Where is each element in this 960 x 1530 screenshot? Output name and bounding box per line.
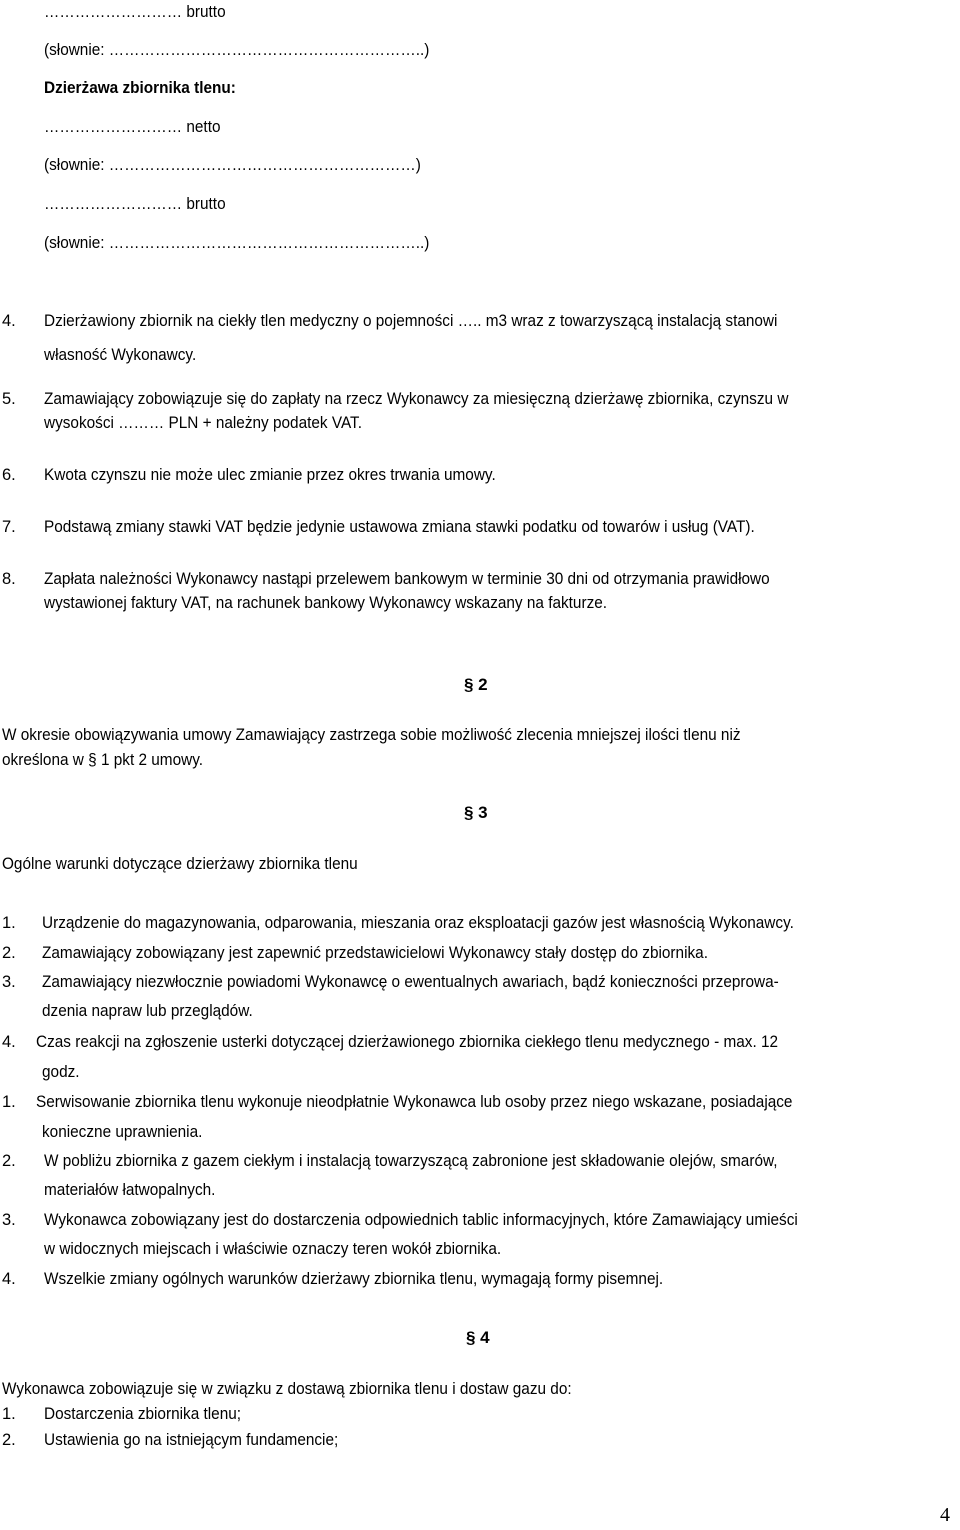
item-text-cont: wystawionej faktury VAT, na rachunek bankowy Wykonawcy wskazany na fakturze.: [44, 594, 608, 612]
slownie-line-3: (słownie: ……………………………………………………..): [44, 234, 430, 252]
obligation-number: 1.: [2, 1405, 16, 1423]
section-3-intro: Ogólne warunki dotyczące dzierżawy zbiornika tlenu: [2, 855, 358, 873]
condition-text: Wykonawca zobowiązany jest do dostarczenia odpowiednich tablic informacyjnych, które Zamawiający umieści: [44, 1211, 798, 1229]
condition-number: 3.: [2, 973, 16, 991]
lease-heading: Dzierżawa zbiornika tlenu:: [44, 79, 236, 97]
item-text-cont: własność Wykonawcy.: [44, 346, 197, 364]
item-text: Podstawą zmiany stawki VAT będzie jedynie ustawowa zmiana stawki podatku od towarów i usług (VAT).: [44, 518, 755, 536]
condition-text: W pobliżu zbiornika z gazem ciekłym i instalacją towarzyszącą zabronione jest składowanie olejów, smarów,: [44, 1152, 778, 1170]
condition-text: Zamawiający zobowiązany jest zapewnić przedstawicielowi Wykonawcy stały dostęp do zbiornika.: [42, 944, 708, 962]
condition-text: Zamawiający niezwłocznie powiadomi Wykonawcę o ewentualnych awariach, bądź konieczności przeprowa-: [42, 973, 779, 991]
condition-number: 1.: [2, 914, 16, 932]
item-text: Kwota czynszu nie może ulec zmianie przez okres trwania umowy.: [44, 466, 496, 484]
item-number: 6.: [2, 466, 16, 484]
item-text: Dzierżawiony zbiornik na ciekły tlen medyczny o pojemności ….. m3 wraz z towarzyszącą instalacją stanowi: [44, 312, 778, 330]
condition-number: 4.: [2, 1270, 16, 1288]
item-number: 5.: [2, 390, 16, 408]
condition-text-cont: godz.: [42, 1063, 80, 1081]
page-number: 4: [940, 1504, 950, 1526]
item-number: 7.: [2, 518, 16, 536]
condition-text: Serwisowanie zbiornika tlenu wykonuje nieodpłatnie Wykonawca lub osoby przez niego wskazane, posiadające: [36, 1093, 793, 1111]
condition-number: 2.: [2, 944, 16, 962]
slownie-line-1: (słownie: ……………………………………………………..): [44, 41, 430, 59]
condition-text-cont: materiałów łatwopalnych.: [44, 1181, 216, 1199]
section-4-title: § 4: [466, 1328, 490, 1347]
brutto-line-2: ……………………… brutto: [44, 195, 226, 213]
item-number: 4.: [2, 312, 16, 330]
condition-number: 3.: [2, 1211, 16, 1229]
condition-number: 2.: [2, 1152, 16, 1170]
obligation-number: 2.: [2, 1431, 16, 1449]
item-number: 8.: [2, 570, 16, 588]
item-text: Zamawiający zobowiązuje się do zapłaty na rzecz Wykonawcy za miesięczną dzierżawę zbiornika, czynszu w: [44, 390, 789, 408]
section-2-paragraph: W okresie obowiązywania umowy Zamawiający zastrzega sobie możliwość zlecenia mniejszej ilości tlenu niż: [2, 726, 741, 744]
section-4-intro: Wykonawca zobowiązuje się w związku z dostawą zbiornika tlenu i dostaw gazu do:: [2, 1380, 572, 1398]
section-3-title: § 3: [464, 803, 488, 822]
condition-number: 1.: [2, 1093, 16, 1111]
item-text: Zapłata należności Wykonawcy nastąpi przelewem bankowym w terminie 30 dni od otrzymania prawidłowo: [44, 570, 770, 588]
section-2-title: § 2: [464, 675, 488, 694]
condition-text-cont: konieczne uprawnienia.: [42, 1123, 203, 1141]
condition-text-cont: w widocznych miejscach i właściwie oznaczy teren wokół zbiornika.: [44, 1240, 502, 1258]
condition-text: Wszelkie zmiany ogólnych warunków dzierżawy zbiornika tlenu, wymagają formy pisemnej.: [44, 1270, 664, 1288]
condition-number: 4.: [2, 1033, 16, 1051]
condition-text: Urządzenie do magazynowania, odparowania, mieszania oraz eksploatacji gazów jest własnością Wykonawcy.: [42, 914, 794, 932]
obligation-text: Dostarczenia zbiornika tlenu;: [44, 1405, 242, 1423]
section-2-paragraph-cont: określona w § 1 pkt 2 umowy.: [2, 751, 204, 769]
obligation-text: Ustawienia go na istniejącym fundamencie;: [44, 1431, 339, 1449]
condition-text: Czas reakcji na zgłoszenie usterki dotyczącej dzierżawionego zbiornika ciekłego tlenu medycznego - max. 12: [36, 1033, 779, 1051]
item-text-cont: wysokości ……… PLN + należny podatek VAT.: [44, 414, 362, 432]
netto-line: ……………………… netto: [44, 118, 221, 136]
condition-text-cont: dzenia napraw lub przeglądów.: [42, 1002, 253, 1020]
brutto-line-1: ……………………… brutto: [44, 3, 226, 21]
slownie-line-2: (słownie: ……………………………………………………): [44, 156, 421, 174]
